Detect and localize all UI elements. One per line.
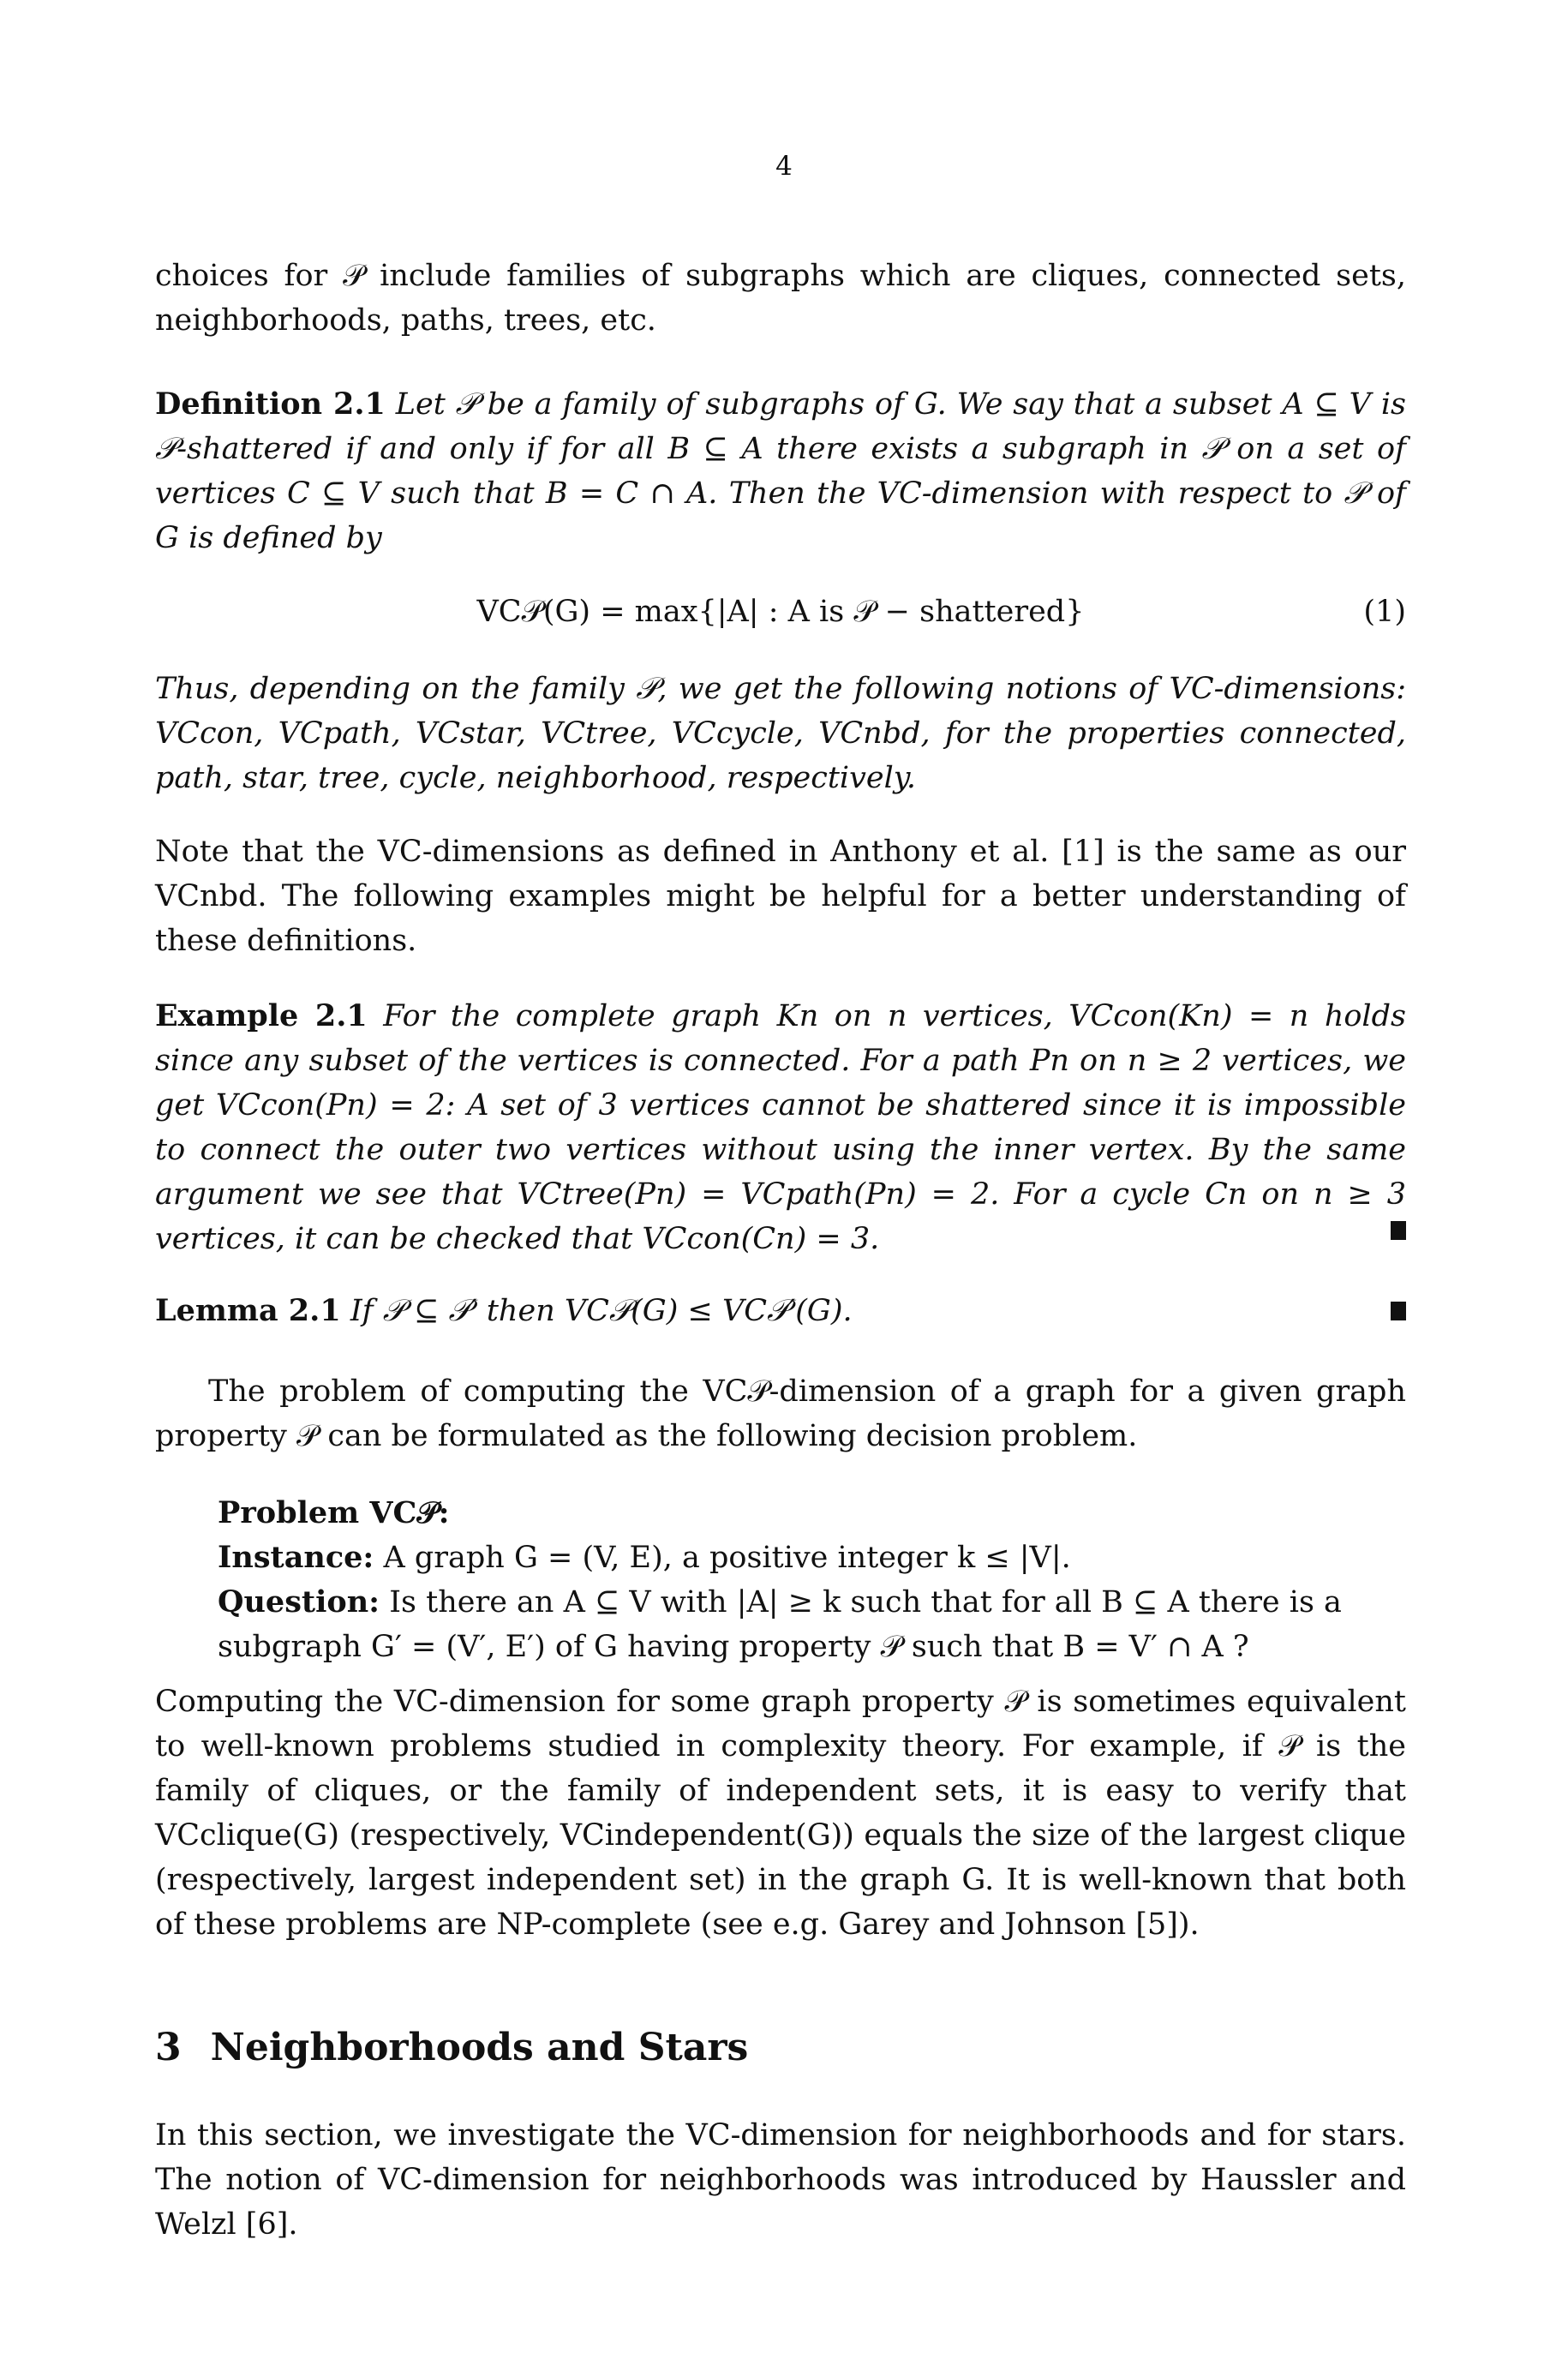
page-number: 4 (775, 151, 793, 182)
problem-question (218, 1580, 1406, 1669)
instance-text: A graph G = (V, E), a positive integer k ≤ |V|. (383, 1541, 1071, 1575)
problem-intro: The problem of computing the VC𝒫-dimension of a graph for a given graph property 𝒫 can be formulated as the following decision problem. (155, 1374, 1406, 1453)
problem-title: Problem VC𝒫: (218, 1495, 450, 1530)
equation-1 (155, 590, 1406, 634)
section-heading (155, 2022, 748, 2074)
question-text: Is there an A ⊆ V with |A| ≥ k such that for all B ⊆ A there is a subgraph G′ = (V′, E′) of G having property 𝒫 such that B = V′ ∩ A ? (218, 1585, 1342, 1664)
equation-number: (1) (1363, 595, 1406, 629)
intro-paragraph: choices for 𝒫 include families of subgraphs which are cliques, connected sets, neighborhoods, paths, trees, etc. (155, 259, 1406, 338)
lemma-qed-icon (1391, 1302, 1406, 1320)
example-text: For the complete graph Kn on n vertices, VCcon(Kn) = n holds since any subset of the vertices is connected. For a path Pn on n ≥ 2 vertices, we get VCcon(Pn) = 2: A set of 3 vertices cannot be shattered since it is impossible to connect the outer two vertices without using the inner vertex. By the same argument we see that VCtree(Pn) = VCpath(Pn) = 2. For a cycle Cn on n ≥ 3 vertices, it can be checked that VCcon(Cn) = 3. (155, 999, 1406, 1256)
definition-text: Let 𝒫 be a family of subgraphs of G. We say that a subset A ⊆ V is 𝒫-shattered if and only if for all B ⊆ A there exists a subgraph in 𝒫 on a set of vertices C ⊆ V such that B = C ∩ A. Then the VC-dimension with respect to 𝒫 of G is defined by (155, 387, 1406, 555)
equation-body: VC𝒫(G) = max{|A| : A is 𝒫 − shattered} (476, 595, 1085, 629)
note-paragraph: Note that the VC-dimensions as defined in Anthony et al. [1] is the same as our VCnbd. The following examples might be helpful for a better understanding of these definitions. (155, 835, 1406, 958)
lemma-label: Lemma 2.1 (155, 1293, 341, 1328)
instance-label: Instance: (218, 1540, 374, 1575)
section-number: 3 (155, 2026, 182, 2069)
section-paragraph: In this section, we investigate the VC-dimension for neighborhoods and for stars. The notion of VC-dimension for neighborhoods was introduced by Haussler and Welzl [6]. (155, 2118, 1406, 2242)
complexity-paragraph: Computing the VC-dimension for some graph property 𝒫 is sometimes equivalent to well-known problems studied in complexity theory. For example, if 𝒫 is the family of cliques, or the family of independent sets, it is easy to verify that VCclique(G) (respectively, VCindependent(G)) equals the size of the largest clique (respectively, largest independent set) in the graph G. It is well-known that both of these problems are NP-complete (see e.g. Garey and Johnson [5]). (155, 1685, 1406, 1942)
problem-instance (218, 1536, 1406, 1580)
definition-block (155, 382, 1406, 560)
problem-block (218, 1491, 1406, 1669)
question-label: Question: (218, 1584, 380, 1620)
example-label: Example 2.1 (155, 998, 368, 1033)
lemma-text: If 𝒫 ⊆ 𝒫′ then VC𝒫(G) ≤ VC𝒫′(G). (350, 1294, 853, 1328)
section-title: Neighborhoods and Stars (210, 2026, 749, 2069)
lemma-block (155, 1289, 1406, 1333)
definition-label: Definition 2.1 (155, 386, 386, 422)
definition-notions: Thus, depending on the family 𝒫, we get the following notions of VC-dimensions: VCcon, VCpath, VCstar, VCtree, VCcycle, VCnbd, for the properties connected, path, star, tree, cycle, neighborhood, respectively. (155, 672, 1406, 795)
example-block (155, 994, 1406, 1261)
example-qed-icon (1391, 1221, 1406, 1240)
